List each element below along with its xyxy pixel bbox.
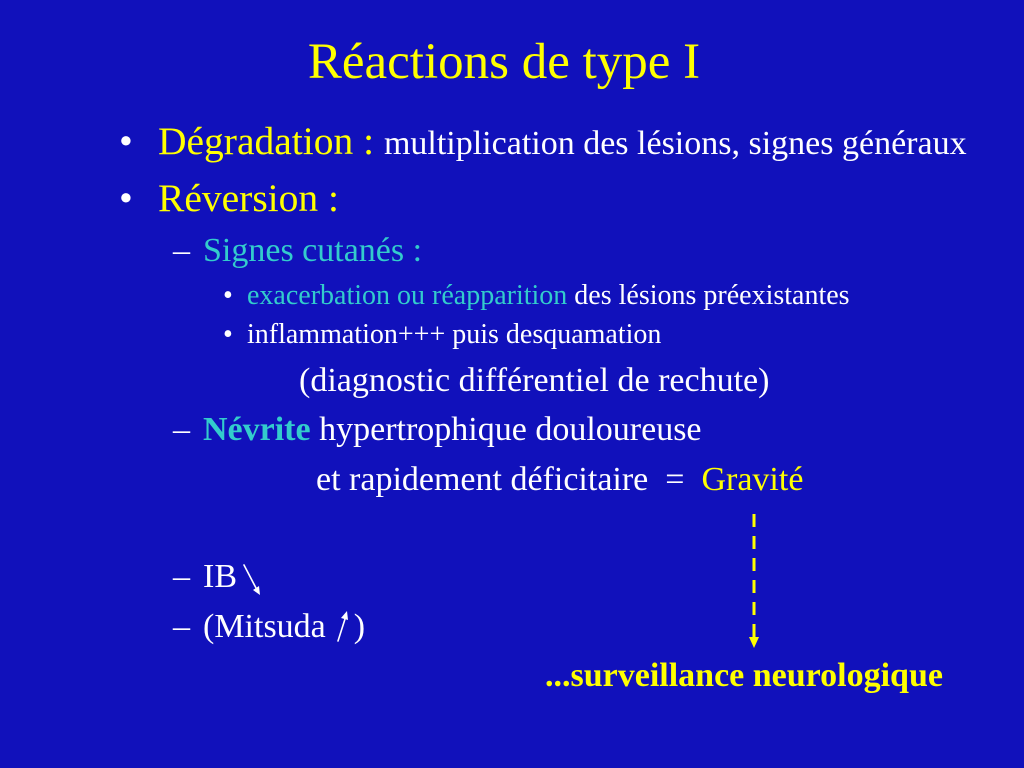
nevrite-highlight: Névrite [203, 410, 311, 448]
arrow-down-right-icon [244, 565, 260, 595]
inflammation-text: inflammation+++ puis desquamation [247, 318, 662, 350]
reversion-label: Réversion : [158, 176, 340, 220]
gravite-result: Gravité [701, 460, 804, 498]
subitem-mitsuda [173, 607, 366, 645]
exacerbation-text: des lésions préexistantes [574, 279, 850, 311]
bullet-degradation [119, 119, 967, 163]
equals-sign: = [665, 460, 685, 498]
diagnostic-note-text: (diagnostic différentiel de rechute) [299, 361, 770, 399]
subitem-nevrite [173, 410, 702, 448]
diagnostic-note [299, 361, 770, 399]
bullet-marker: • [119, 119, 133, 163]
signes-cutanes-label: Signes cutanés : [203, 231, 423, 269]
mitsuda-close: ) [353, 607, 366, 645]
dash-marker: – [173, 607, 190, 645]
deficit-line [316, 460, 804, 498]
bullet-marker: • [223, 279, 233, 311]
degradation-detail: multiplication des lésions, signes généraux [383, 125, 967, 162]
deficit-text: et rapidement déficitaire [316, 460, 649, 498]
subitem-ib [173, 557, 237, 595]
bullet-marker: • [119, 176, 133, 220]
subsubitem-inflammation [223, 318, 662, 350]
exacerbation-highlight: exacerbation ou réapparition [247, 279, 568, 311]
subsubitem-exacerbation [223, 279, 850, 311]
degradation-label: Dégradation : [158, 119, 375, 163]
slide-title: Réactions de type I [307, 34, 701, 90]
subitem-signes-cutanes [173, 231, 423, 269]
dash-marker: – [173, 410, 190, 448]
dashed-arrow-down-icon [749, 514, 759, 648]
mitsuda-open: (Mitsuda [203, 607, 326, 645]
dash-marker: – [173, 231, 190, 269]
ib-label: IB [203, 557, 237, 595]
conclusion [545, 656, 943, 694]
bullet-marker: • [223, 318, 233, 350]
dash-marker: – [173, 557, 190, 595]
nevrite-text: hypertrophique douloureuse [319, 410, 702, 448]
conclusion-text: ...surveillance neurologique [545, 656, 943, 694]
bullet-reversion [119, 176, 340, 220]
